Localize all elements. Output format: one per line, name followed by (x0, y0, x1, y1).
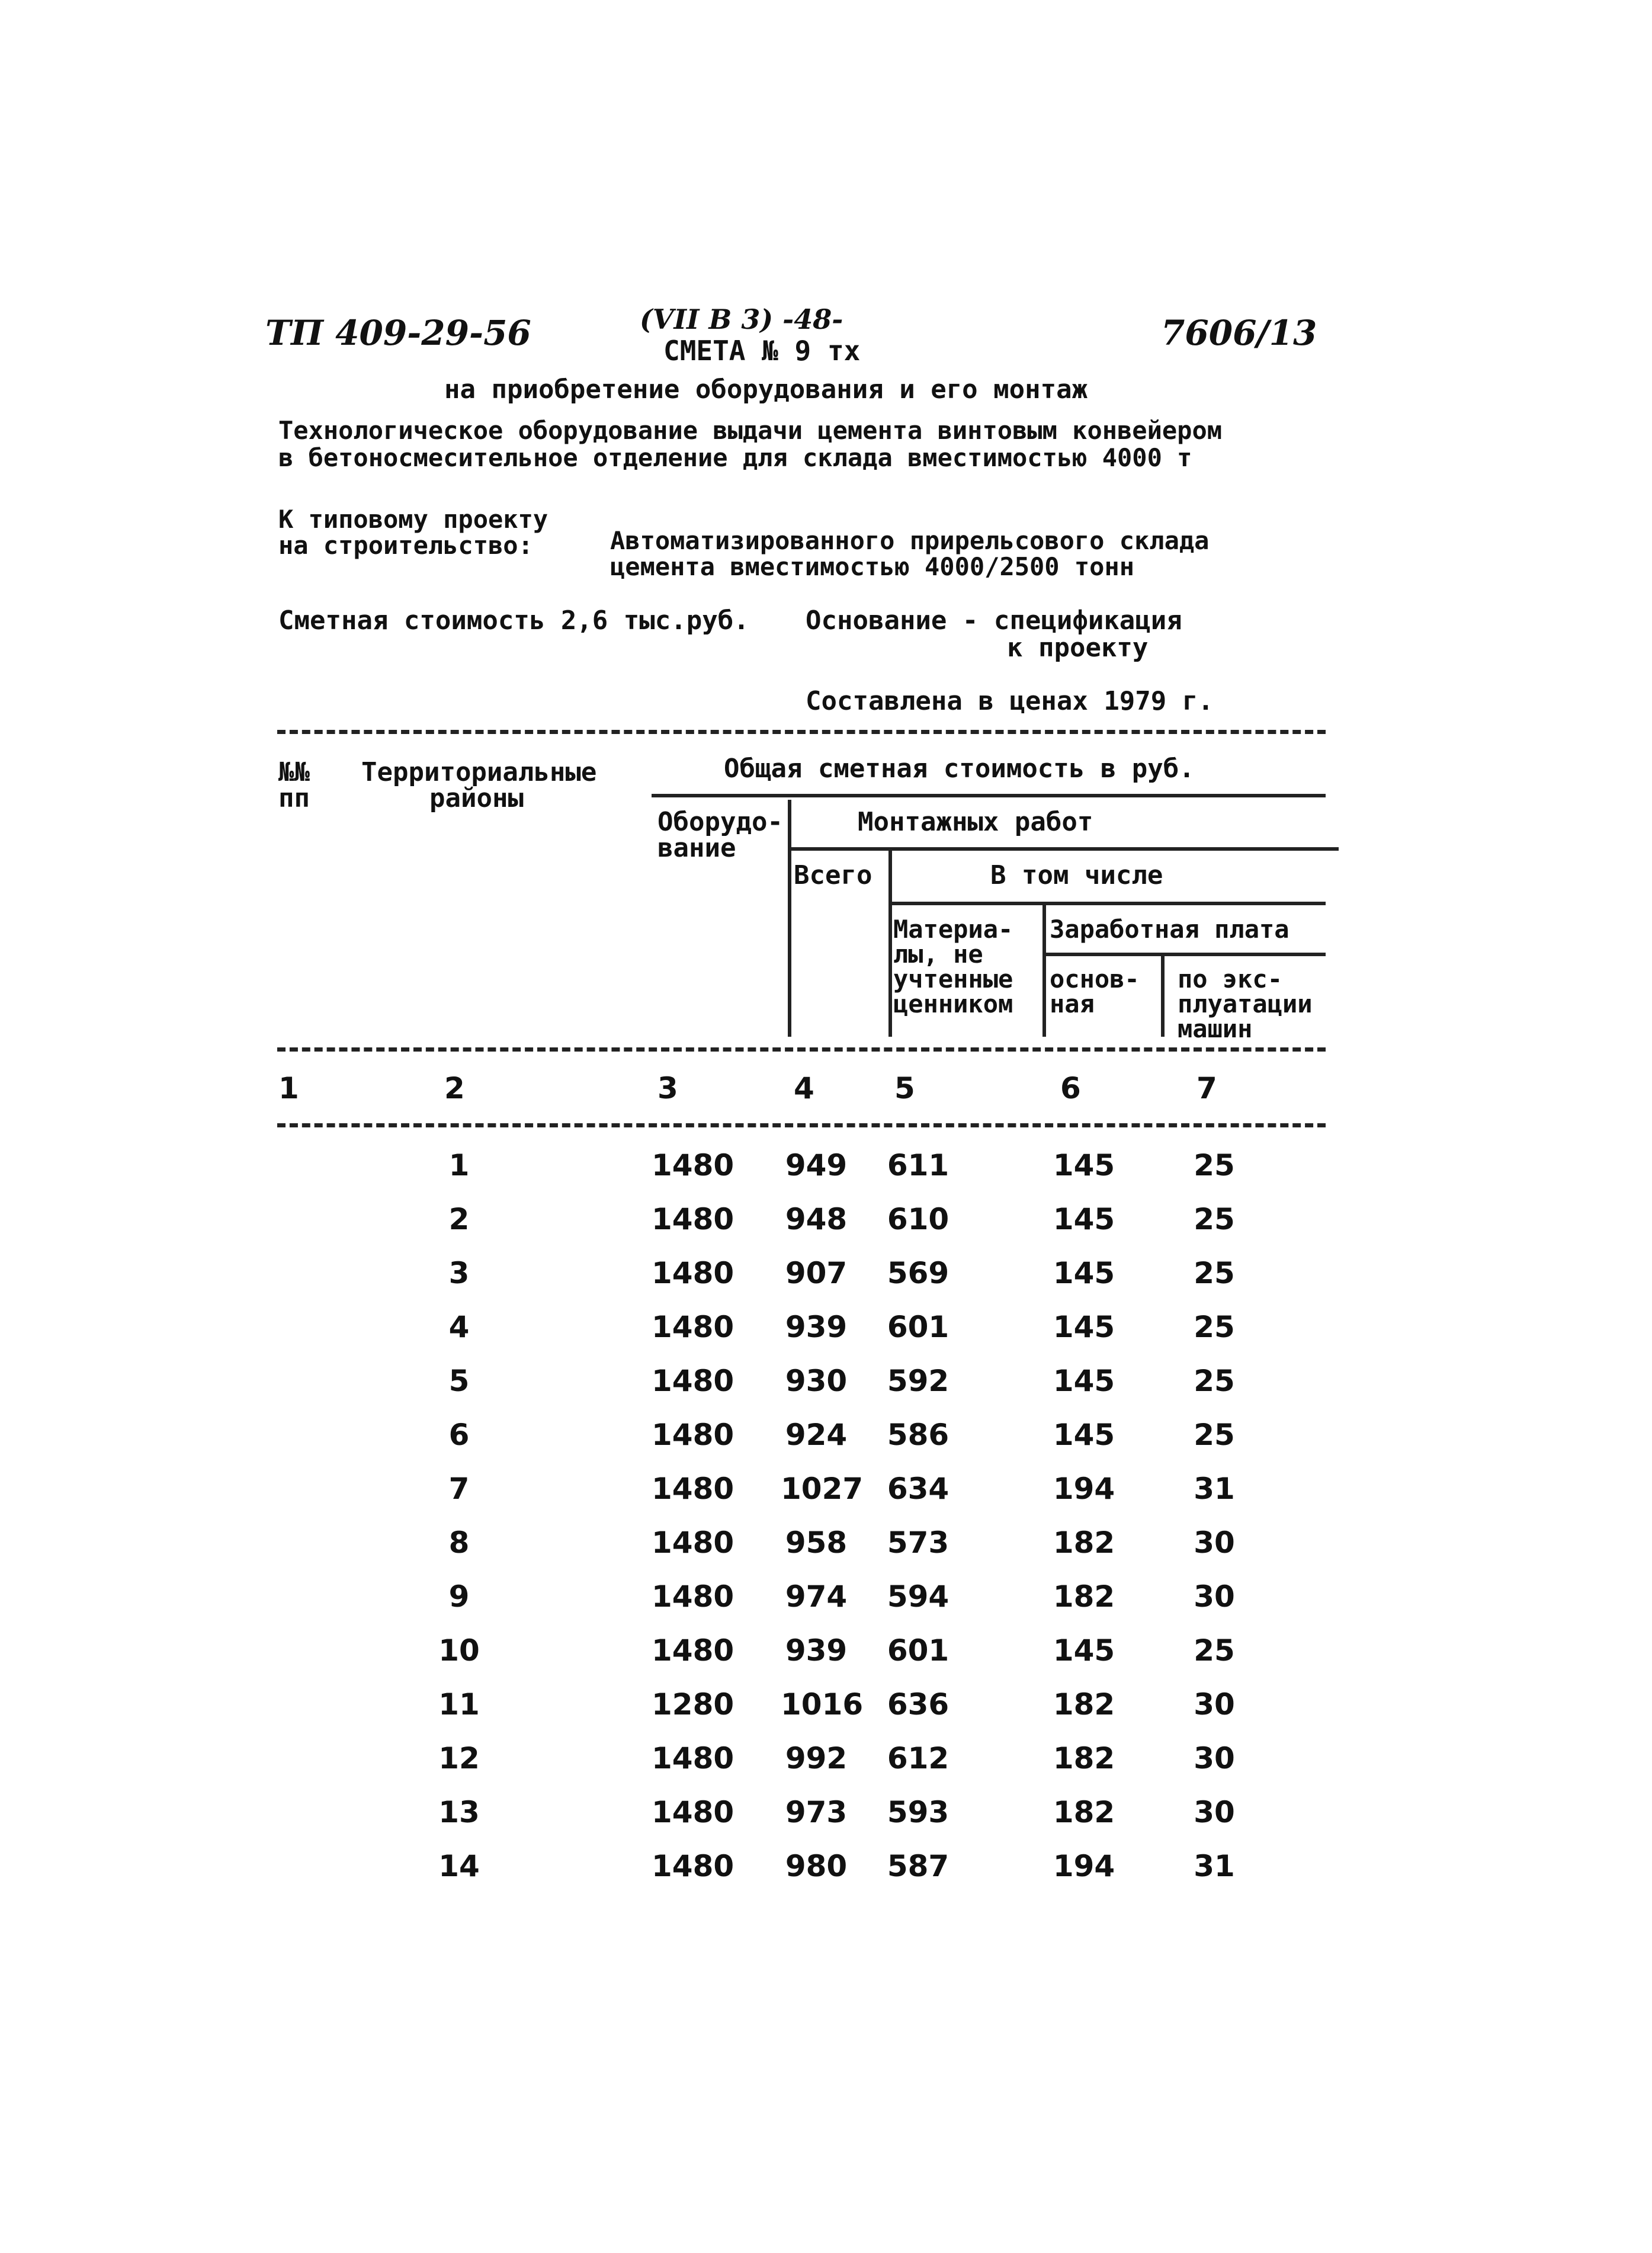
cell-equipment: 1480 (652, 1256, 734, 1290)
description-line-2: в бетоносмесительное отделение для склада вместимостью 4000 т (278, 443, 1192, 472)
cell-total: 924 (785, 1418, 848, 1452)
cell-district: 10 (438, 1633, 480, 1668)
cell-district: 3 (448, 1256, 470, 1290)
cell-district: 4 (448, 1310, 470, 1344)
cell-district: 2 (448, 1202, 470, 1236)
header-installation: Монтажных работ (858, 807, 1093, 837)
cell-total: 974 (785, 1579, 848, 1614)
cell-total: 930 (785, 1364, 848, 1398)
cell-total: 948 (785, 1202, 848, 1236)
header-materials-line-4: ценником (893, 989, 1013, 1018)
header-basic-line-1: основ- (1050, 964, 1140, 994)
cell-district: 6 (448, 1418, 470, 1452)
cell-district: 14 (438, 1849, 480, 1883)
document-code-right: 7606/13 (1161, 313, 1317, 353)
header-bottom-dashed-rule (277, 1047, 1326, 1052)
project-label-line-2: на строительство: (278, 531, 533, 560)
header-total: Всего (794, 860, 872, 890)
header-machines-line-2: плуатации (1178, 989, 1313, 1018)
column-number-4: 4 (794, 1071, 814, 1105)
cell-district: 12 (438, 1741, 480, 1776)
cell-equipment: 1480 (652, 1364, 734, 1398)
cell-basic: 182 (1053, 1687, 1115, 1722)
cell-materials: 587 (887, 1849, 950, 1883)
header-materials-line-2: лы, не (893, 940, 983, 969)
column-number-7: 7 (1197, 1071, 1217, 1105)
cell-materials: 586 (887, 1418, 950, 1452)
cell-basic: 194 (1053, 1849, 1115, 1883)
column-numbers-dashed-rule (277, 1123, 1326, 1127)
cell-materials: 610 (887, 1202, 950, 1236)
cell-basic: 145 (1053, 1418, 1115, 1452)
cell-basic: 145 (1053, 1202, 1115, 1236)
cell-machines: 25 (1194, 1148, 1235, 1182)
header-materials-line-3: учтенные (893, 964, 1013, 994)
cell-basic: 182 (1053, 1579, 1115, 1614)
cell-equipment: 1480 (652, 1525, 734, 1560)
header-rule-installation (788, 847, 1339, 851)
cell-basic: 145 (1053, 1256, 1115, 1290)
cell-equipment: 1480 (652, 1202, 734, 1236)
header-machines-line-3: машин (1178, 1014, 1253, 1043)
cell-district: 5 (448, 1364, 470, 1398)
cell-materials: 636 (887, 1687, 950, 1722)
document-code-middle: (VII В 3) -48- (640, 303, 843, 335)
cell-basic: 182 (1053, 1525, 1115, 1560)
cell-machines: 25 (1194, 1418, 1235, 1452)
cell-materials: 601 (887, 1310, 950, 1344)
cell-materials: 611 (887, 1148, 950, 1182)
cell-machines: 31 (1194, 1849, 1235, 1883)
cell-machines: 30 (1194, 1579, 1235, 1614)
header-machines-line-1: по экс- (1178, 964, 1283, 994)
project-value-line-1: Автоматизированного прирельсового склада (610, 526, 1210, 555)
column-number-3: 3 (657, 1071, 678, 1105)
header-rule-wages (1042, 953, 1326, 956)
header-equipment-line-1: Оборудо- (657, 807, 783, 837)
cell-machines: 25 (1194, 1310, 1235, 1344)
column-number-1: 1 (278, 1071, 299, 1105)
header-district-line-2: районы (429, 783, 524, 813)
cell-basic: 145 (1053, 1364, 1115, 1398)
basis-line-2: к проекту (1007, 633, 1149, 663)
cell-materials: 592 (887, 1364, 950, 1398)
cell-district: 9 (448, 1579, 470, 1614)
cell-machines: 30 (1194, 1795, 1235, 1829)
cell-basic: 182 (1053, 1741, 1115, 1776)
cell-materials: 634 (887, 1472, 950, 1506)
cell-equipment: 1480 (652, 1472, 734, 1506)
header-including: В том числе (990, 860, 1163, 890)
cell-machines: 30 (1194, 1525, 1235, 1560)
cell-basic: 145 (1053, 1310, 1115, 1344)
document-title: СМЕТА № 9 тх (663, 335, 861, 367)
cell-equipment: 1480 (652, 1148, 734, 1182)
cell-materials: 601 (887, 1633, 950, 1668)
column-number-6: 6 (1060, 1071, 1081, 1105)
header-materials-line-1: Материа- (893, 915, 1013, 944)
cell-total: 958 (785, 1525, 848, 1560)
description-line-1: Технологическое оборудование выдачи цемента винтовым конвейером (278, 416, 1223, 445)
cell-materials: 593 (887, 1795, 950, 1829)
cell-total: 1016 (781, 1687, 864, 1722)
cell-district: 8 (448, 1525, 470, 1560)
cell-equipment: 1480 (652, 1418, 734, 1452)
header-district-line-1: Территориальные (361, 757, 597, 787)
cell-machines: 25 (1194, 1364, 1235, 1398)
header-rule-total-cost (652, 794, 1326, 797)
cell-equipment: 1480 (652, 1849, 734, 1883)
cell-basic: 182 (1053, 1795, 1115, 1829)
cell-machines: 30 (1194, 1741, 1235, 1776)
cell-equipment: 1280 (652, 1687, 734, 1722)
cell-district: 13 (438, 1795, 480, 1829)
cell-machines: 25 (1194, 1256, 1235, 1290)
cell-district: 1 (448, 1148, 470, 1182)
cell-total: 939 (785, 1633, 848, 1668)
basis-line-1: Основание - спецификация (806, 605, 1182, 636)
cell-total: 973 (785, 1795, 848, 1829)
project-label-line-1: К типовому проекту (278, 505, 548, 534)
document-code-left: ТП 409-29-56 (265, 313, 531, 353)
cell-total: 949 (785, 1148, 848, 1182)
cell-machines: 31 (1194, 1472, 1235, 1506)
cell-machines: 25 (1194, 1633, 1235, 1668)
header-vrule-materials (1042, 905, 1046, 1037)
cell-basic: 145 (1053, 1148, 1115, 1182)
cell-district: 7 (448, 1472, 470, 1506)
header-rule-including (888, 902, 1326, 905)
cell-total: 907 (785, 1256, 848, 1290)
document-subtitle: на приобретение оборудования и его монтаж (444, 374, 1088, 405)
cell-materials: 612 (887, 1741, 950, 1776)
cell-district: 11 (438, 1687, 480, 1722)
cell-basic: 194 (1053, 1472, 1115, 1506)
header-equipment-line-2: вание (657, 833, 736, 863)
cell-materials: 594 (887, 1579, 950, 1614)
cell-materials: 573 (887, 1525, 950, 1560)
column-number-5: 5 (894, 1071, 915, 1105)
cell-total: 992 (785, 1741, 848, 1776)
cell-equipment: 1480 (652, 1579, 734, 1614)
cell-equipment: 1480 (652, 1795, 734, 1829)
column-number-2: 2 (444, 1071, 465, 1105)
cell-basic: 145 (1053, 1633, 1115, 1668)
cell-total: 1027 (781, 1472, 864, 1506)
cell-machines: 25 (1194, 1202, 1235, 1236)
compiled-prices-note: Составлена в ценах 1979 г. (806, 686, 1214, 716)
cell-materials: 569 (887, 1256, 950, 1290)
header-total-cost: Общая сметная стоимость в руб. (724, 754, 1195, 784)
cell-equipment: 1480 (652, 1633, 734, 1668)
table-top-dashed-rule (277, 730, 1326, 734)
cell-equipment: 1480 (652, 1310, 734, 1344)
header-vrule-total (888, 851, 892, 1037)
header-basic-line-2: ная (1050, 989, 1095, 1018)
header-num-line-1: №№ (278, 757, 310, 787)
header-wages: Заработная плата (1050, 915, 1289, 944)
header-num-line-2: пп (278, 783, 310, 813)
project-value-line-2: цемента вместимостью 4000/2500 тонн (610, 552, 1135, 581)
estimated-cost: Сметная стоимость 2,6 тыс.руб. (278, 605, 749, 636)
cell-equipment: 1480 (652, 1741, 734, 1776)
cell-total: 980 (785, 1849, 848, 1883)
header-vrule-basic (1161, 956, 1165, 1037)
header-vrule-equipment (788, 800, 791, 1037)
cell-total: 939 (785, 1310, 848, 1344)
cell-machines: 30 (1194, 1687, 1235, 1722)
